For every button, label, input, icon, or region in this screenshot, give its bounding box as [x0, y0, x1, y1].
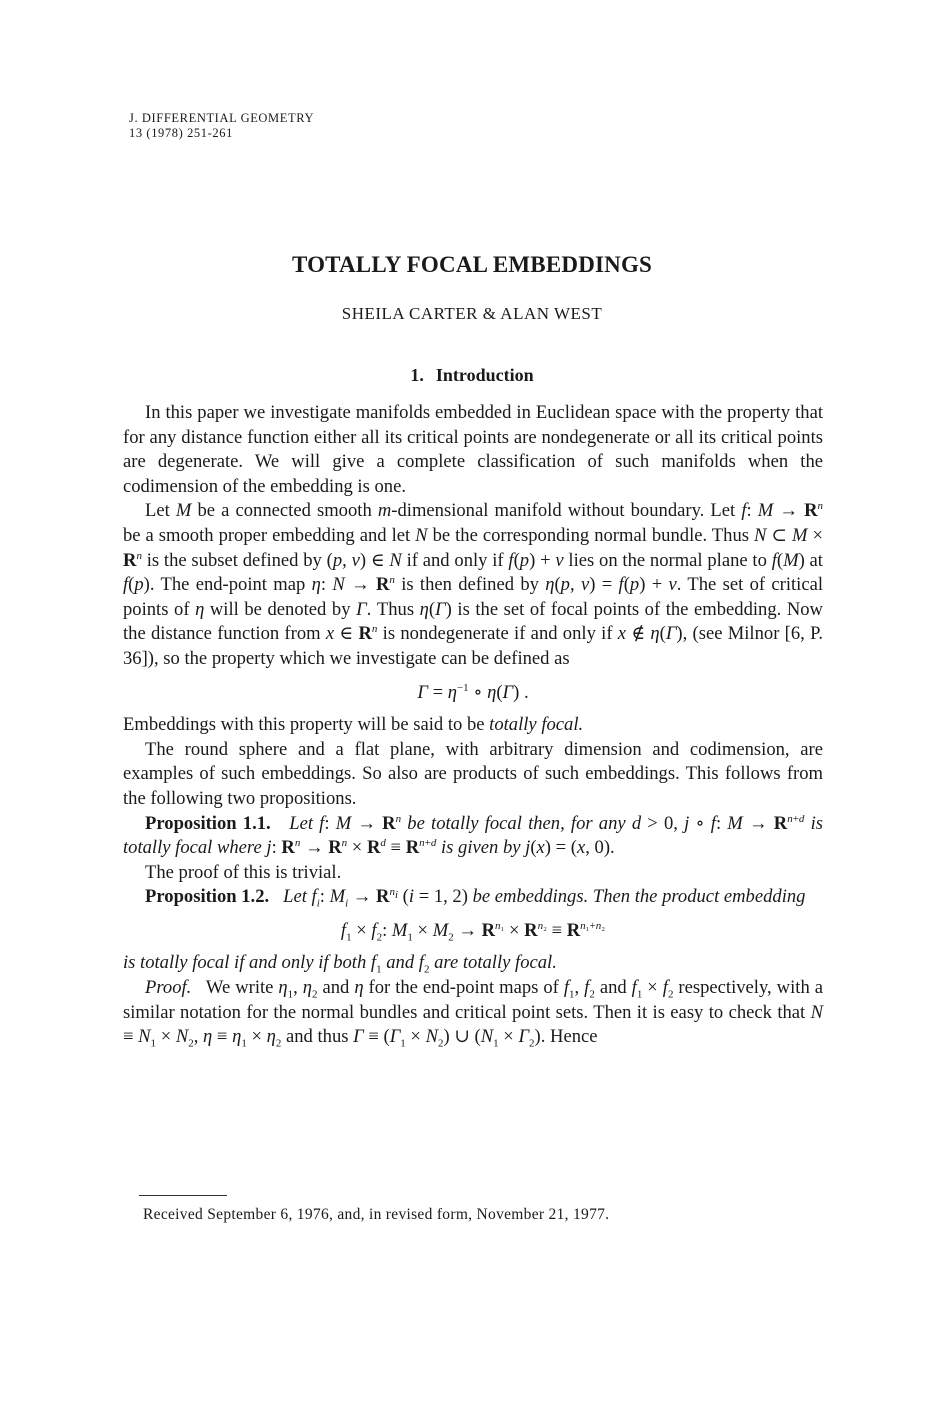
paragraph: is totally focal if and only if both $f_1$ and $f_2$ are totally focal.: [123, 952, 557, 977]
paragraph: Embeddings with this property will be said to be totally focal.: [123, 714, 584, 736]
body-text: [123, 401, 823, 1050]
paragraph: The round sphere and a flat plane, with arbitrary dimension and codimension, are examples of such embeddings. So also are products of such embeddings. This follows from the following two propositions.: [123, 738, 823, 809]
journal-header: [129, 111, 314, 141]
journal-volume: 13 (1978) 251-261: [129, 126, 233, 140]
section-title: Introduction: [435, 365, 534, 385]
proposition: Proposition 1.2. Let $f_i$: $M_i \to R^{n_i}$ (i = 1, 2) be embeddings. Then the product embedding: [145, 886, 806, 910]
section-number: 1.: [410, 365, 424, 385]
display-equation: $\Gamma = \eta^{-1}$ ∘ η(Γ) .: [417, 681, 529, 703]
footnote: Received September 6, 1976, and, in revised form, November 21, 1977.: [143, 1206, 610, 1223]
journal-name: J. DIFFERENTIAL GEOMETRY: [129, 111, 315, 125]
paragraph: In this paper we investigate manifolds embedded in Euclidean space with the property that for any distance function either all its critical points are nondegenerate or all its critical points are degenerate. We will give a complete classification of such manifolds when the codimension of the embedding is one.: [123, 402, 823, 497]
paper-title: TOTALLY FOCAL EMBEDDINGS: [291, 252, 653, 277]
paper-authors: SHEILA CARTER & ALAN WEST: [341, 304, 603, 323]
proof-label: Proof.: [145, 977, 192, 999]
proof: Proof. We write $\eta_1$, $\eta_2$ and η for the end-point maps of $f_1$, $f_2$ and $f_1 \times f_2$ respectively, with a similar notation for the normal bundles and critical point sets. Then it is easy to check that $N \equiv N_1 \times N_2$, $\eta \equiv \eta_1 \times \eta_2$ and thus $\Gamma \equiv (\Gamma_1 \times N_2)$ ∪ $(N_1 \times \Gamma_2)$. Hence: [123, 977, 823, 1050]
paragraph: Let M be a connected smooth m-dimensional manifold without boundary. Let f: $M \to R^n$ be a smooth proper embedding and let N be the corresponding normal bundle. Thus N ⊂ $M \times R^n$ is the subset defined by (p, v) ∈ N if and only if f(p) + v lies on the normal plane to f(M) at f(p). The end-point map η: $N \to R^n$ is then defined by η(p, v) = f(p) + v. The set of critical points of η will be denoted by Γ. Thus η(Γ) is the set of focal points of the embedding. Now the distance function from x ∈ $R^n$ is nondegenerate if and only if x ∉ η(Γ), (see Milnor [6, P. 36]), so the property which we investigate can be defined as: [123, 500, 824, 669]
display-equation: $f_1 \times f_2$: $M_1 \times M_2 \to R^{n_1} \times R^{n_2} \equiv R^{n_1+n_2}$: [340, 919, 606, 944]
proposition-label: Proposition 1.2.: [145, 886, 270, 908]
proposition-label: Proposition 1.1.: [145, 812, 271, 834]
paragraph: The proof of this is trivial.: [145, 861, 342, 883]
proposition: Proposition 1.1. Let f: $M \to R^n$ be totally focal then, for any d > 0, j ∘ f: $M \to R^{n+d}$ is totally focal where j: $R^n \to R^n \times R^d \equiv R^{n+d}$ is given by j(x) = (x, 0).: [123, 812, 824, 859]
section-heading: [0, 365, 944, 386]
footnote-rule: [139, 1195, 227, 1196]
